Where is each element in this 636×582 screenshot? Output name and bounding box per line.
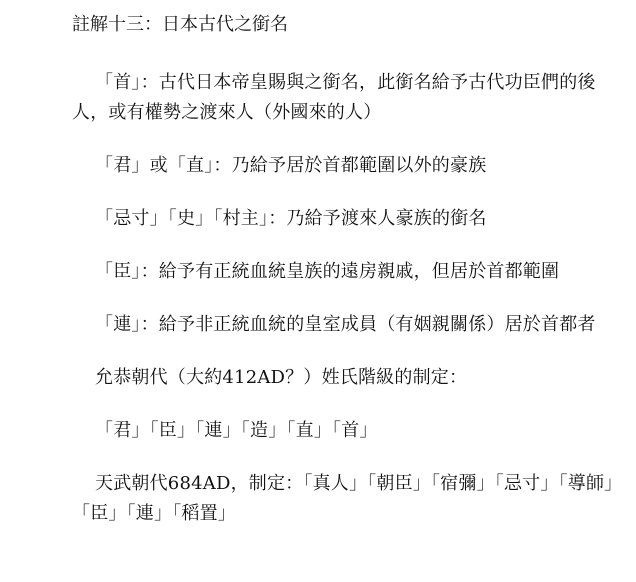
paragraph-imiki-fubito-suguri: 「忌寸」「史」「村主」：乃給予渡來人豪族的銜名 — [95, 208, 487, 229]
paragraph-muraji: 「連」：給予非正統血統的皇室成員（有姻親關係）居於首都者 — [95, 314, 596, 335]
paragraph-ingyo-era: 允恭朝代（大約412AD？）姓氏階級的制定： — [95, 367, 468, 388]
note-heading: 註解十三：日本古代之銜名 — [72, 14, 288, 35]
paragraph-omi: 「臣」：給予有正統血統皇族的遠房親戚，但居於首都範圍 — [95, 261, 560, 282]
paragraph-tenmu-era: 天武朝代684AD，制定：「真人」「朝臣」「宿彌」「忌寸」「導師」「臣」「連」「稻置」 — [72, 473, 614, 524]
paragraph-shou: 「首」：古代日本帝皇賜與之銜名，此銜名給予古代功臣們的後人，或有權勢之渡來人（外國來的人） — [72, 72, 596, 123]
paragraph-rank-list: 「君」「臣」「連」「造」「直」「首」 — [95, 420, 378, 441]
paragraph-kimi-atai: 「君」或「直」：乃給予居於首都範圍以外的豪族 — [95, 155, 487, 176]
